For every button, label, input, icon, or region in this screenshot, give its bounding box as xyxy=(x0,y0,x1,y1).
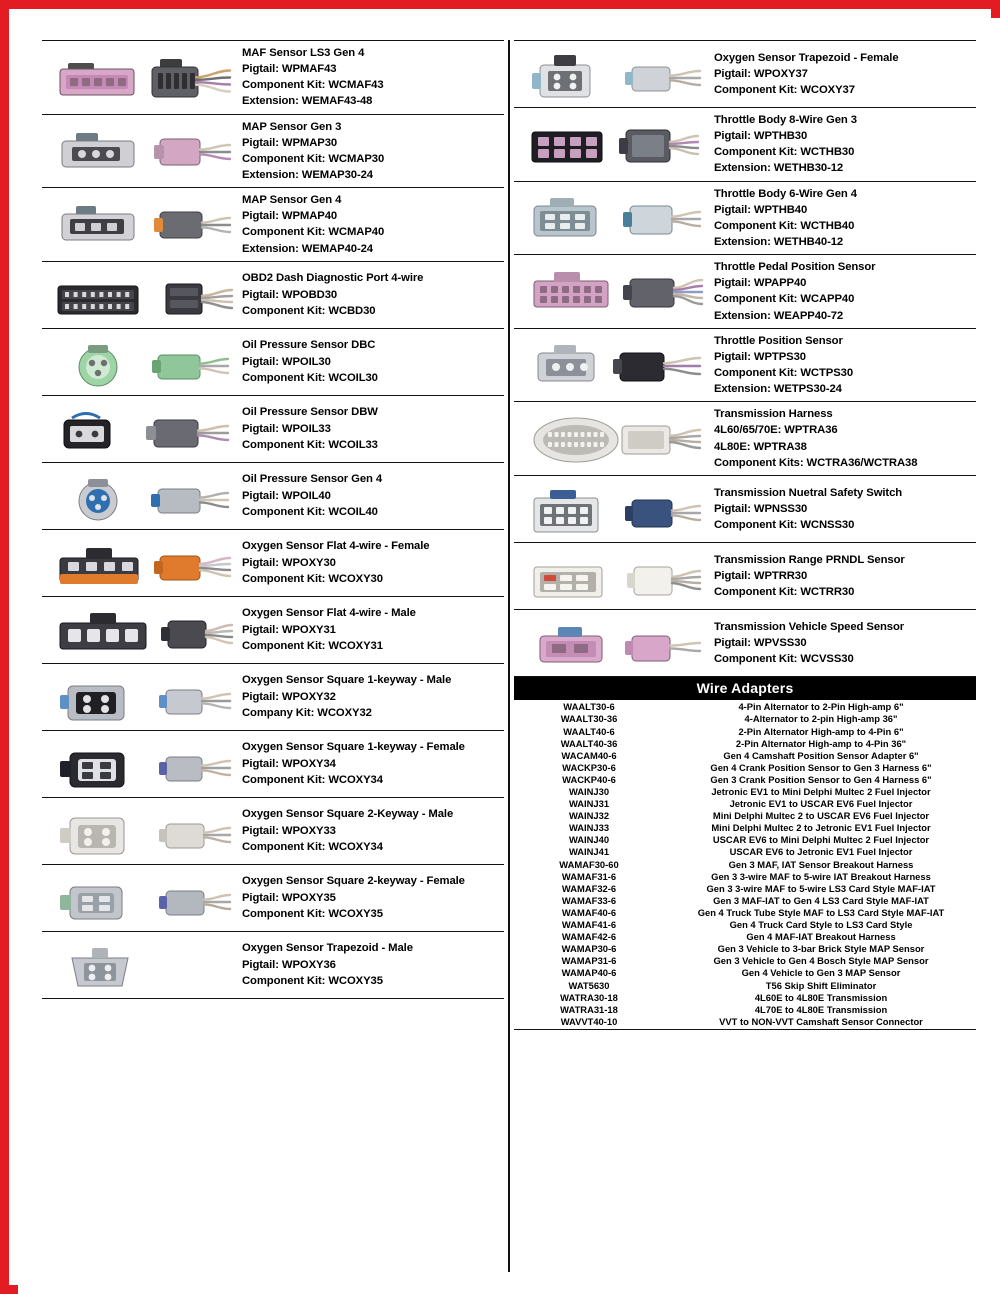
product-row[interactable] xyxy=(42,932,504,999)
adapter-description: Gen 3 Crank Position Sensor to Gen 4 Harness 6" xyxy=(710,773,932,785)
connector-art-oxy33-icon xyxy=(42,802,238,860)
table-row[interactable] xyxy=(514,1003,976,1015)
adapter-description: USCAR EV6 to Mini Delphi Multec 2 Fuel Injector xyxy=(712,834,930,846)
adapter-description: 2-Pin Alternator High-amp to 4-Pin 36" xyxy=(735,737,907,749)
adapter-description: Gen 3 MAF, IAT Sensor Breakout Harness xyxy=(728,858,914,870)
adapter-code: WAMAF42-6 xyxy=(561,931,617,943)
connector-image xyxy=(514,112,710,177)
product-extension: Extension: WEMAP30-24 xyxy=(242,168,373,181)
product-text xyxy=(238,471,504,519)
product-name: Oxygen Sensor Square 2-Keyway - Male xyxy=(242,808,454,821)
product-row[interactable] xyxy=(514,41,976,108)
product-kit: Component Kit: WCMAP40 xyxy=(242,226,385,239)
adapter-description: 2-Pin Alternator High-amp to 4-Pin 6" xyxy=(738,725,904,737)
adapter-description: Gen 4 Truck Tube Style MAF to LS3 Card Style MAF-IAT xyxy=(697,906,945,918)
product-name: Oil Pressure Sensor DBW xyxy=(242,406,378,419)
adapter-description: Gen 4 MAF-IAT Breakout Harness xyxy=(746,931,896,943)
product-kit: Component Kit: WCVSS30 xyxy=(714,652,854,665)
product-kit: Component Kit: WCAPP40 xyxy=(714,293,855,306)
connector-image xyxy=(514,259,710,324)
adapter-description: Gen 3 MAF-IAT to Gen 4 LS3 Card Style MAF-IAT xyxy=(713,894,929,906)
adapter-description: T56 Skip Shift Eliminator xyxy=(765,979,877,991)
adapter-code: WAMAF41-6 xyxy=(561,919,617,931)
connector-image xyxy=(42,869,238,927)
adapter-code: WATRA30-18 xyxy=(560,991,618,1003)
right-column-spacer xyxy=(514,1030,976,1272)
table-row[interactable] xyxy=(514,882,976,894)
product-kit: Component Kit: WCOIL40 xyxy=(242,505,378,518)
product-kit: Component Kit: WCOIL30 xyxy=(242,371,378,384)
table-row[interactable] xyxy=(514,991,976,1003)
product-row[interactable] xyxy=(42,798,504,865)
table-row[interactable] xyxy=(514,834,976,846)
adapter-code: WAMAF31-6 xyxy=(561,870,617,882)
connector-art-oxy31-icon xyxy=(42,601,238,659)
adapter-code: WAMAF33-6 xyxy=(561,894,617,906)
table-row[interactable] xyxy=(514,979,976,991)
product-pigtail: Pigtail: WPMAF43 xyxy=(242,63,337,76)
product-pigtail: Pigtail: WPOXY31 xyxy=(242,623,336,636)
product-pigtail: Pigtail: WPTRR30 xyxy=(714,569,808,582)
product-pigtail: Pigtail: WPNSS30 xyxy=(714,502,808,515)
adapter-code: WAALT30-36 xyxy=(560,713,618,725)
table-row[interactable] xyxy=(514,737,976,749)
product-text xyxy=(238,538,504,586)
connector-image xyxy=(42,45,238,110)
product-text xyxy=(238,119,504,184)
product-pigtail: Pigtail: WPOXY36 xyxy=(242,958,336,971)
connector-image xyxy=(42,601,238,659)
product-row[interactable] xyxy=(514,543,976,610)
table-row[interactable] xyxy=(514,701,976,713)
product-extension: Extension: WEMAF43-48 xyxy=(242,95,373,108)
product-pigtail: Pigtail: WPOXY33 xyxy=(242,824,336,837)
product-kit: Company Kit: WCOXY32 xyxy=(242,706,372,719)
wire-adapters-section xyxy=(514,677,976,1031)
product-row[interactable] xyxy=(514,255,976,329)
product-row[interactable] xyxy=(514,182,976,256)
adapter-code: WAMAP31-6 xyxy=(561,955,617,967)
adapter-code: WAMAF40-6 xyxy=(561,906,617,918)
product-name: OBD2 Dash Diagnostic Port 4-wire xyxy=(242,272,424,285)
table-row[interactable] xyxy=(514,713,976,725)
product-pigtail: Pigtail: WPOIL33 xyxy=(242,422,331,435)
adapter-code: WAINJ40 xyxy=(568,834,610,846)
table-row[interactable] xyxy=(514,967,976,979)
connector-art-nss30-icon xyxy=(514,480,710,538)
wire-adapters-table xyxy=(514,701,976,1028)
adapter-code: WATRA31-18 xyxy=(560,1003,618,1015)
product-name: Oxygen Sensor Square 2-keyway - Female xyxy=(242,875,465,888)
adapter-code: WACAM40-6 xyxy=(561,749,617,761)
product-name: MAF Sensor LS3 Gen 4 xyxy=(242,47,365,59)
product-text xyxy=(238,806,504,854)
table-row[interactable] xyxy=(514,919,976,931)
product-name: Oxygen Sensor Flat 4-wire - Female xyxy=(242,540,430,553)
product-text xyxy=(710,50,976,98)
table-row[interactable] xyxy=(514,810,976,822)
adapter-code: WAINJ31 xyxy=(568,798,610,810)
right-column xyxy=(514,40,976,1272)
product-name: MAP Sensor Gen 3 xyxy=(242,120,342,133)
product-pigtail: Pigtail: WPOXY34 xyxy=(242,757,336,770)
connector-image xyxy=(42,266,238,324)
connector-image xyxy=(42,333,238,391)
column-divider xyxy=(504,40,514,1272)
product-name: Oil Pressure Sensor Gen 4 xyxy=(242,473,383,486)
adapter-description: USCAR EV6 to Jetronic EV1 Fuel Injector xyxy=(729,846,913,858)
connector-art-map30-icon xyxy=(42,119,238,184)
left-column xyxy=(42,40,504,1272)
product-row[interactable] xyxy=(42,41,504,115)
product-text xyxy=(238,739,504,787)
table-row[interactable] xyxy=(514,955,976,967)
product-name: Throttle Body 6-Wire Gen 4 xyxy=(714,187,857,200)
product-name: Oxygen Sensor Trapezoid - Female xyxy=(714,51,899,64)
connector-art-oxy30-icon xyxy=(42,534,238,592)
connector-image xyxy=(42,400,238,458)
connector-image xyxy=(42,192,238,257)
product-name: Oxygen Sensor Square 1-keyway - Male xyxy=(242,674,452,687)
product-text xyxy=(238,672,504,720)
connector-image xyxy=(42,534,238,592)
connector-image xyxy=(514,547,710,605)
product-text xyxy=(710,333,976,398)
product-extension: Extension: WETPS30-24 xyxy=(714,383,842,396)
adapter-description: 4-Pin Alternator to 2-Pin High-amp 6" xyxy=(738,701,904,713)
adapter-description: 4L60E to 4L80E Transmission xyxy=(754,991,888,1003)
connector-image xyxy=(42,119,238,184)
product-pigtail: Pigtail: WPMAP40 xyxy=(242,210,338,223)
product-text xyxy=(710,485,976,533)
table-row[interactable] xyxy=(514,785,976,797)
table-row[interactable] xyxy=(514,943,976,955)
product-name: Oil Pressure Sensor DBC xyxy=(242,339,376,352)
product-row[interactable] xyxy=(42,731,504,798)
table-row[interactable] xyxy=(514,894,976,906)
product-text xyxy=(710,552,976,600)
connector-image xyxy=(42,668,238,726)
product-text xyxy=(238,605,504,653)
product-text xyxy=(710,186,976,251)
table-row[interactable] xyxy=(514,822,976,834)
product-row[interactable] xyxy=(514,610,976,677)
product-kit: 4L80E: WPTRA38 xyxy=(714,440,807,453)
connector-art-app40-icon xyxy=(514,259,710,324)
product-pigtail: Pigtail: WPOXY37 xyxy=(714,67,808,80)
adapter-code: WAMAF30-60 xyxy=(559,858,619,870)
product-kit: Component Kit: WCOIL33 xyxy=(242,438,378,451)
product-extension: Extension: WETHB40-12 xyxy=(714,235,844,248)
product-pigtail: Pigtail: WPAPP40 xyxy=(714,277,807,290)
adapter-code: WAINJ30 xyxy=(568,786,610,798)
connector-art-obd2-icon xyxy=(42,266,238,324)
product-text xyxy=(710,112,976,177)
connector-image xyxy=(514,480,710,538)
table-row[interactable] xyxy=(514,749,976,761)
connector-image xyxy=(514,45,710,103)
connector-art-oxy32-icon xyxy=(42,668,238,726)
product-kit: Component Kit: WCOXY34 xyxy=(242,773,383,786)
adapter-description: Mini Delphi Multec 2 to Jetronic EV1 Fuel Injector xyxy=(711,822,931,834)
product-pigtail: Pigtail: WPOXY30 xyxy=(242,556,336,569)
product-row[interactable] xyxy=(42,597,504,664)
connector-art-thb30-icon xyxy=(514,112,710,177)
product-text xyxy=(710,406,976,471)
adapter-description: Gen 3 3-wire MAF to 5-wire IAT Breakout Harness xyxy=(711,870,931,882)
connector-image xyxy=(514,186,710,251)
connector-art-oil30-icon xyxy=(42,333,238,391)
product-pigtail: Pigtail: WPTHB40 xyxy=(714,203,808,216)
product-name: MAP Sensor Gen 4 xyxy=(242,194,342,207)
table-row[interactable] xyxy=(514,870,976,882)
product-kit: Component Kit: WCMAF43 xyxy=(242,79,384,92)
product-kit: Component Kit: WCOXY35 xyxy=(242,974,383,987)
product-text xyxy=(238,45,504,110)
adapter-description: Gen 4 Crank Position Sensor to Gen 3 Harness 6" xyxy=(710,761,932,773)
product-kit: Component Kit: WCMAP30 xyxy=(242,152,385,165)
table-row[interactable] xyxy=(514,725,976,737)
page-content xyxy=(18,18,1000,1294)
product-extension: Component Kits: WCTRA36/WCTRA38 xyxy=(714,456,918,469)
product-text xyxy=(238,192,504,257)
catalog-columns xyxy=(42,40,976,1272)
product-pigtail: Pigtail: WPOXY32 xyxy=(242,690,336,703)
adapter-description: Gen 3 Vehicle to Gen 4 Bosch Style MAP Sensor xyxy=(713,955,929,967)
adapter-code: WAMAP30-6 xyxy=(561,943,617,955)
connector-art-oxy36-icon xyxy=(42,936,238,994)
adapter-code: WAMAP40-6 xyxy=(561,967,617,979)
product-name: Transmission Vehicle Speed Sensor xyxy=(714,620,905,633)
product-row[interactable] xyxy=(514,402,976,476)
adapter-code: WAALT30-6 xyxy=(563,701,615,713)
product-kit: Component Kit: WCOXY30 xyxy=(242,572,383,585)
adapter-description: Gen 4 Vehicle to Gen 3 MAP Sensor xyxy=(741,967,901,979)
table-row[interactable] xyxy=(514,906,976,918)
product-kit: Component Kit: WCTHB40 xyxy=(714,219,855,232)
product-row[interactable] xyxy=(42,262,504,329)
product-name: Transmission Nuetral Safety Switch xyxy=(714,486,903,499)
connector-art-thb40-icon xyxy=(514,186,710,251)
product-text xyxy=(710,619,976,667)
product-row[interactable] xyxy=(42,188,504,262)
connector-art-oil40-icon xyxy=(42,467,238,525)
connector-art-oxy37-icon xyxy=(514,45,710,103)
adapter-description: Jetronic EV1 to USCAR EV6 Fuel Injector xyxy=(729,798,913,810)
product-name: Oxygen Sensor Square 1-keyway - Female xyxy=(242,741,465,754)
product-kit: Component Kit: WCOXY31 xyxy=(242,639,383,652)
product-extension: Extension: WEMAP40-24 xyxy=(242,242,373,255)
product-kit: Component Kit: WCTPS30 xyxy=(714,366,854,379)
product-pigtail: Pigtail: WPVSS30 xyxy=(714,636,807,649)
product-kit: Component Kit: WCOXY35 xyxy=(242,907,383,920)
product-name: Throttle Pedal Position Sensor xyxy=(714,261,876,274)
table-row[interactable] xyxy=(514,846,976,858)
product-row[interactable] xyxy=(42,664,504,731)
adapter-description: Gen 3 Vehicle to 3-bar Brick Style MAP Sensor xyxy=(717,943,925,955)
adapter-description: Gen 4 Camshaft Position Sensor Adapter 6" xyxy=(723,749,919,761)
adapter-code: WAALT40-6 xyxy=(563,725,615,737)
product-name: Oxygen Sensor Flat 4-wire - Male xyxy=(242,607,416,620)
adapter-description: 4-Alternator to 2-pin High-amp 36" xyxy=(744,713,898,725)
connector-art-oil33-icon xyxy=(42,400,238,458)
product-row[interactable] xyxy=(514,108,976,182)
product-row[interactable] xyxy=(42,463,504,530)
product-name: Transmission Range PRNDL Sensor xyxy=(714,553,905,566)
product-pigtail: Pigtail: WPOIL30 xyxy=(242,355,331,368)
connector-image xyxy=(514,333,710,398)
product-row[interactable] xyxy=(42,329,504,396)
product-name: Oxygen Sensor Trapezoid - Male xyxy=(242,942,413,955)
wire-adapters-title: Wire Adapters xyxy=(514,677,976,700)
product-name: Throttle Body 8-Wire Gen 3 xyxy=(714,114,857,126)
product-row[interactable] xyxy=(42,115,504,189)
adapter-code: WACKP30-6 xyxy=(562,761,616,773)
product-pigtail: Pigtail: WPOXY35 xyxy=(242,891,336,904)
connector-image xyxy=(514,406,710,471)
connector-art-trans-icon xyxy=(514,406,710,471)
adapter-description: Gen 4 Truck Card Style to LS3 Card Style xyxy=(729,919,913,931)
product-pigtail: Pigtail: WPMAP30 xyxy=(242,136,338,149)
table-row[interactable] xyxy=(514,761,976,773)
adapter-description: Jetronic EV1 to Mini Delphi Multec 2 Fuel Injector xyxy=(711,786,931,798)
product-row[interactable] xyxy=(514,476,976,543)
product-extension: Extension: WEAPP40-72 xyxy=(714,309,844,322)
product-name: Transmission Harness xyxy=(714,408,833,421)
product-text xyxy=(238,270,504,318)
product-pigtail: 4L60/65/70E: WPTRA36 xyxy=(714,424,838,437)
table-row[interactable] xyxy=(514,1015,976,1027)
table-row[interactable] xyxy=(514,931,976,943)
product-pigtail: Pigtail: WPOBD30 xyxy=(242,288,338,301)
product-text xyxy=(238,337,504,385)
product-pigtail: Pigtail: WPOIL40 xyxy=(242,489,331,502)
product-text xyxy=(238,404,504,452)
adapter-code: WAT5630 xyxy=(568,979,610,991)
product-row[interactable] xyxy=(42,530,504,597)
adapter-description: Gen 3 3-wire MAF to 5-wire LS3 Card Style MAF-IAT xyxy=(706,882,936,894)
connector-art-oxy34-icon xyxy=(42,735,238,793)
connector-art-oxy35-icon xyxy=(42,869,238,927)
adapter-description: VVT to NON-VVT Camshaft Sensor Connector xyxy=(719,1015,923,1027)
connector-art-tps30-icon xyxy=(514,333,710,398)
product-pigtail: Pigtail: WPTHB30 xyxy=(714,130,808,143)
connector-art-vss30-icon xyxy=(514,614,710,672)
product-kit: Component Kit: WCNSS30 xyxy=(714,518,855,531)
table-row[interactable] xyxy=(514,798,976,810)
product-kit: Component Kit: WCTHB30 xyxy=(714,146,855,159)
connector-image xyxy=(42,735,238,793)
connector-image xyxy=(42,936,238,994)
adapter-code: WAINJ32 xyxy=(568,810,610,822)
connector-art-map40-icon xyxy=(42,192,238,257)
product-kit: Component Kit: WCOXY37 xyxy=(714,84,855,97)
product-text xyxy=(710,259,976,324)
product-row[interactable] xyxy=(42,396,504,463)
adapter-description: Mini Delphi Multec 2 to USCAR EV6 Fuel Injector xyxy=(712,810,930,822)
product-pigtail: Pigtail: WPTPS30 xyxy=(714,350,806,363)
product-kit: Component Kit: WCOXY34 xyxy=(242,840,383,853)
product-text xyxy=(238,873,504,921)
product-name: Throttle Position Sensor xyxy=(714,334,843,347)
adapter-code: WAALT40-36 xyxy=(560,737,618,749)
connector-image xyxy=(42,467,238,525)
adapter-code: WAINJ33 xyxy=(568,822,610,834)
connector-image xyxy=(514,614,710,672)
product-extension: Extension: WETHB30-12 xyxy=(714,162,844,175)
product-row[interactable] xyxy=(42,865,504,932)
table-row[interactable] xyxy=(514,773,976,785)
product-kit: Component Kit: WCTRR30 xyxy=(714,585,855,598)
adapter-code: WAMAF32-6 xyxy=(561,882,617,894)
adapter-code: WAVVT40-10 xyxy=(560,1015,618,1027)
adapter-description: 4L70E to 4L80E Transmission xyxy=(754,1003,888,1015)
connector-art-maf43-icon xyxy=(42,45,238,110)
adapter-code: WAINJ41 xyxy=(568,846,610,858)
table-row[interactable] xyxy=(514,858,976,870)
product-kit: Component Kit: WCBD30 xyxy=(242,304,376,317)
connector-art-trr30-icon xyxy=(514,547,710,605)
product-text xyxy=(238,940,504,988)
adapter-code: WACKP40-6 xyxy=(562,773,616,785)
product-row[interactable] xyxy=(514,329,976,403)
connector-image xyxy=(42,802,238,860)
